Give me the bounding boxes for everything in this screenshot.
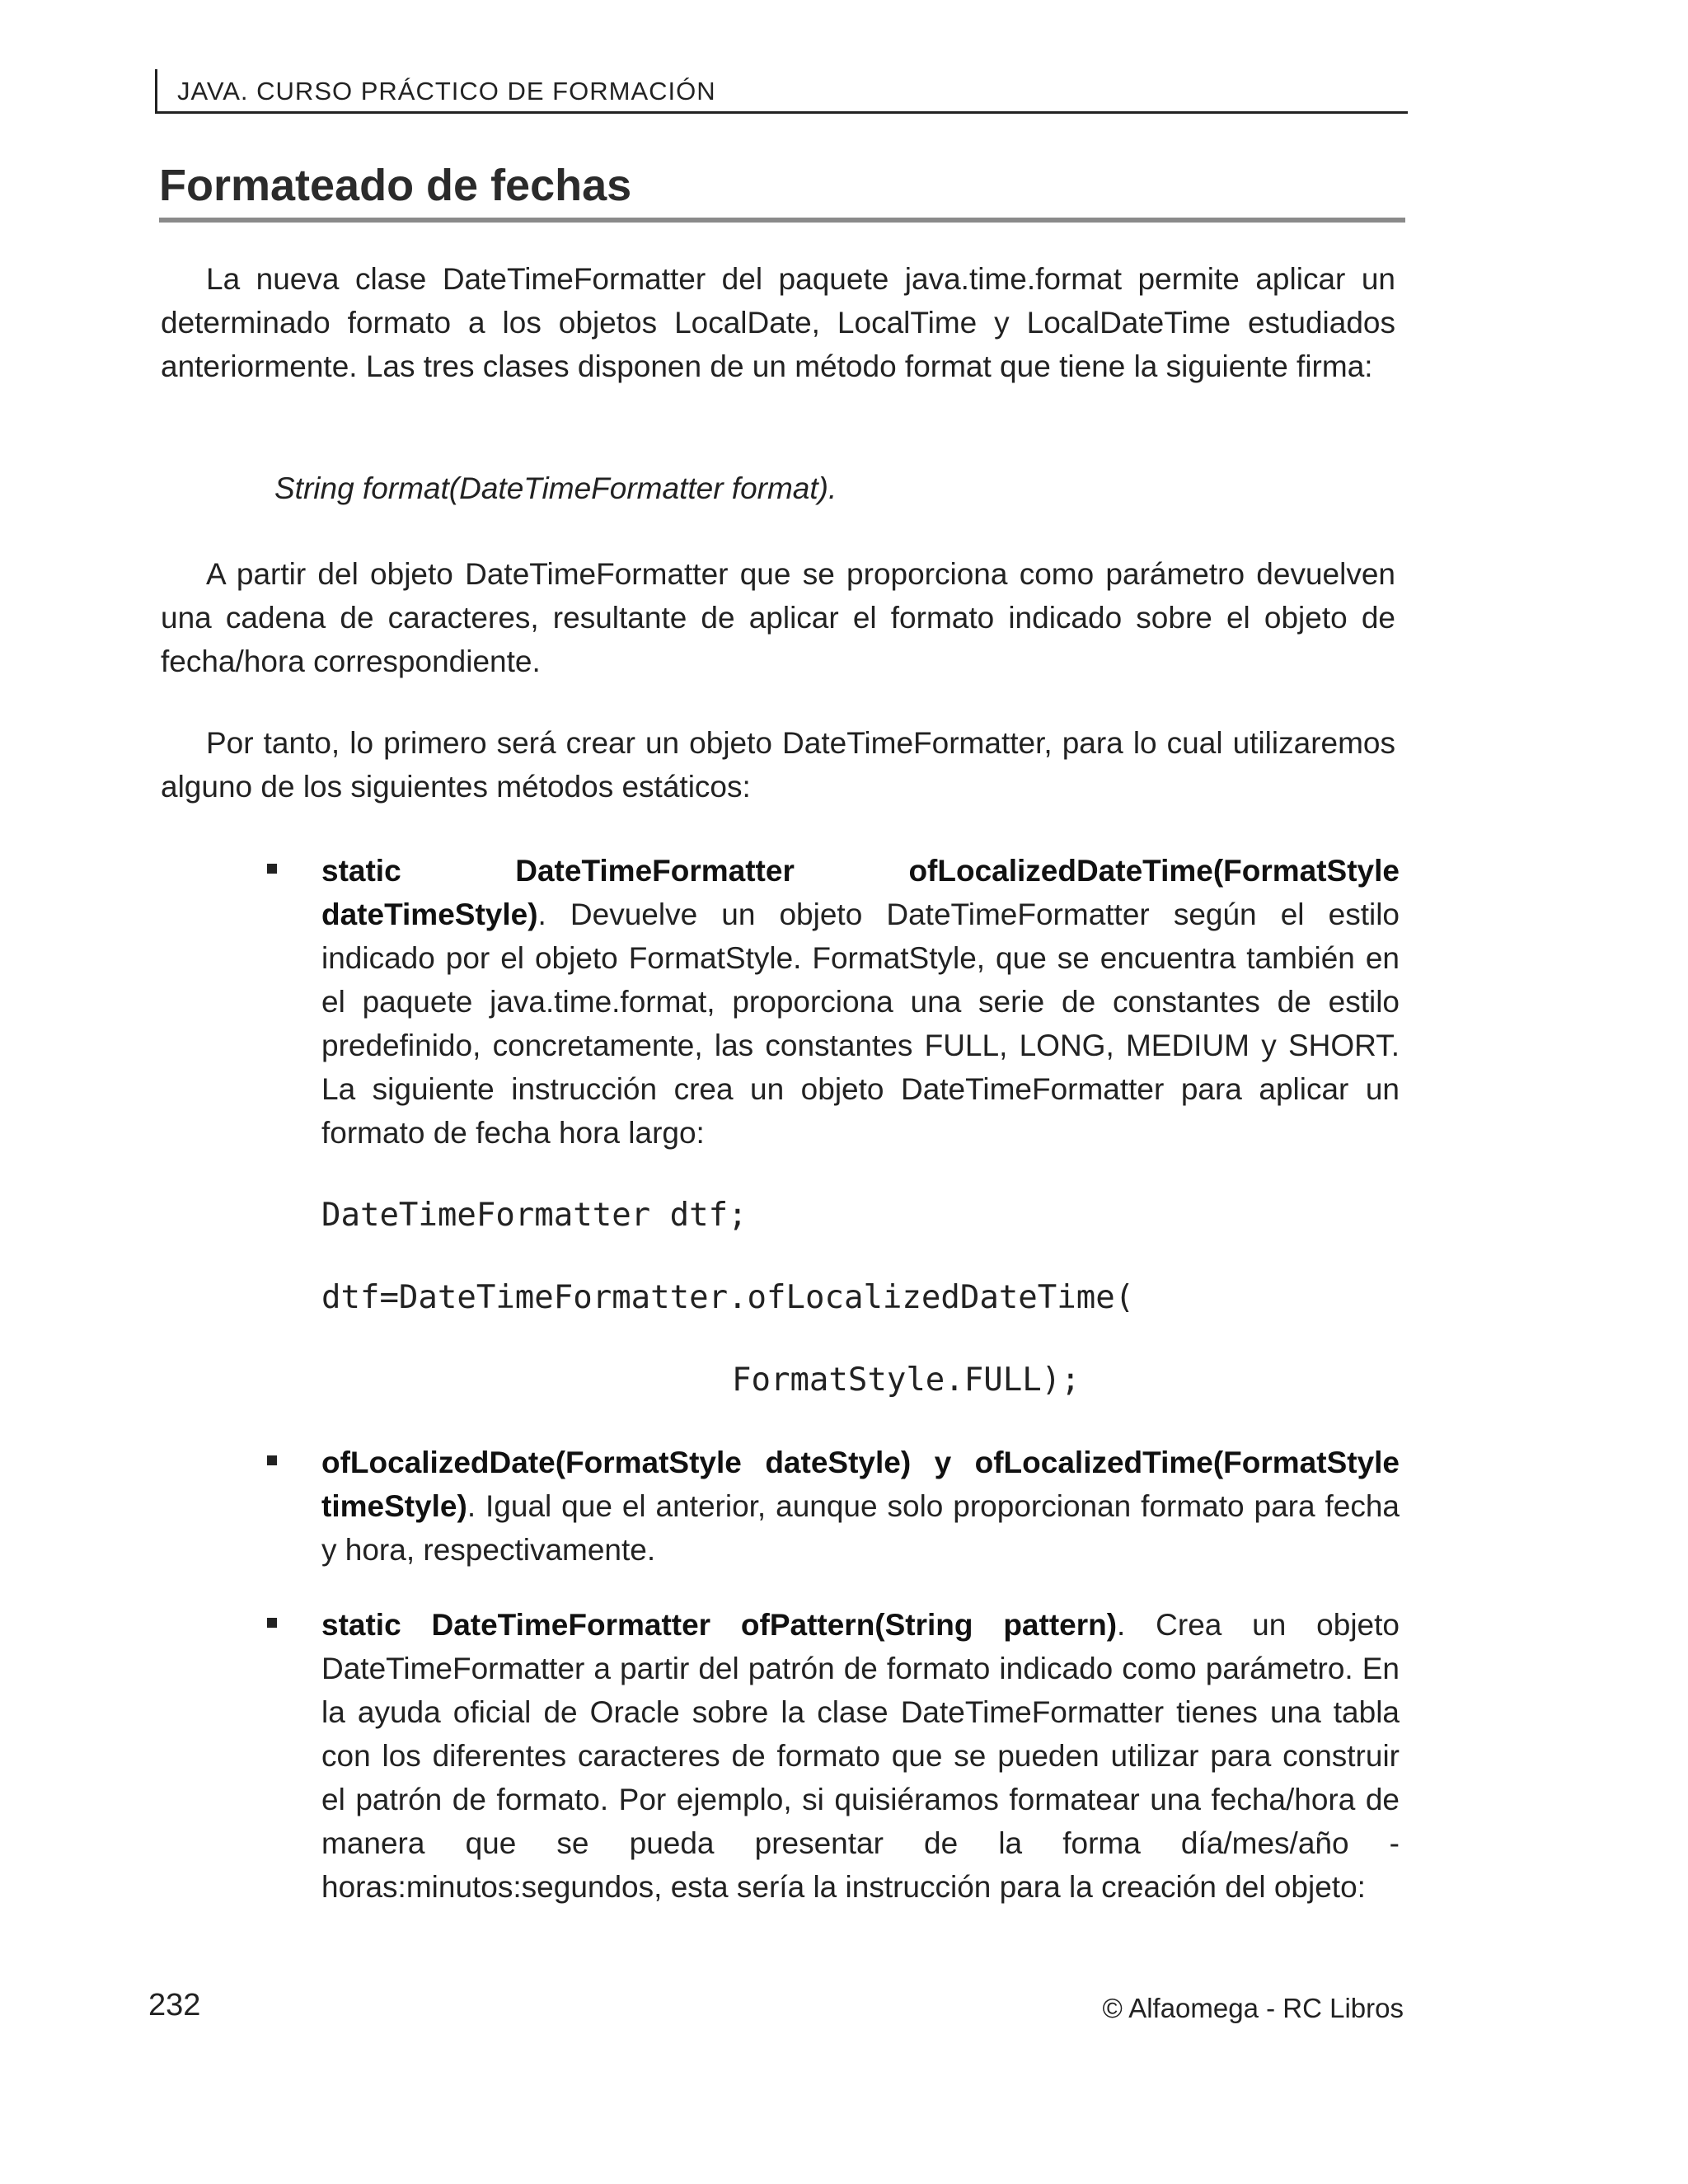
- bullet-description: . Devuelve un objeto DateTimeFormatter según el estilo indicado por el objeto FormatStyle. FormatStyle, que se encuentra también en el paquete java.time.format, proporciona una serie de constantes de estilo predefinido, concretamente, las constantes FULL, LONG, MEDIUM y SHORT. La siguiente instrucción crea un objeto DateTimeFormatter para aplicar un formato de fecha hora largo:: [321, 898, 1400, 1150]
- paragraph-intro: La nueva clase DateTimeFormatter del paquete java.time.format permite aplicar un determinado formato a los objetos LocalDate, LocalTime y LocalDateTime estudiados anteriormente. Las tres clases disponen de un método format que tiene la siguiente firma:: [161, 262, 1395, 383]
- section-title: Formateado de fechas: [159, 157, 1405, 223]
- bullet-text: [321, 1441, 1400, 1572]
- bullet-item-oflocalizeddatetime: [264, 849, 1400, 1155]
- bullet-signature: static DateTimeFormatter ofPattern(String pattern): [321, 1608, 1118, 1642]
- bullet-signature: static DateTimeFormatter ofLocalizedDateTime(FormatStyle dateTimeStyle): [321, 854, 1400, 931]
- paragraph-static-methods: Por tanto, lo primero será crear un objeto DateTimeFormatter, para lo cual utilizaremos alguno de los siguientes métodos estáticos:: [161, 726, 1395, 804]
- page-number: 232: [148, 1988, 201, 2022]
- bullet-item-oflocalizeddate: [264, 1441, 1400, 1572]
- code-line-argument: FormatStyle.FULL);: [732, 1361, 1081, 1399]
- bullet-signature: ofLocalizedDate(FormatStyle dateStyle) y ofLocalizedTime(FormatStyle timeStyle): [321, 1446, 1400, 1523]
- code-line-declaration: DateTimeFormatter dtf;: [321, 1197, 748, 1234]
- running-header: JAVA. CURSO PRÁCTICO DE FORMACIÓN: [155, 69, 1408, 114]
- copyright-notice: © Alfaomega - RC Libros: [1102, 1993, 1404, 2023]
- bullet-text: [321, 849, 1400, 1155]
- paragraph-format-result: A partir del objeto DateTimeFormatter que se proporciona como parámetro devuelven una cadena de caracteres, resultante de aplicar el formato indicado sobre el objeto de fecha/hora correspondiente.: [161, 557, 1395, 678]
- bullet-description: . Igual que el anterior, aunque solo proporcionan formato para fecha y hora, respectivamente.: [321, 1489, 1400, 1567]
- bullet-icon: [267, 864, 277, 874]
- bullet-text: [321, 1603, 1400, 1909]
- method-signature: String format(DateTimeFormatter format).: [274, 471, 837, 505]
- bullet-item-ofpattern: [264, 1603, 1400, 1909]
- bullet-description: . Crea un objeto DateTimeFormatter a partir del patrón de formato indicado como parámetro. En la ayuda oficial de Oracle sobre la clase DateTimeFormatter tienes una tabla con los diferentes caracteres de formato que se pueden utilizar para construir el patrón de formato. Por ejemplo, si quisiéramos formatear una fecha/hora de manera que se pueda presentar de la forma día/mes/año - horas:minutos:segundos, esta sería la instrucción para la creación del objeto:: [321, 1608, 1400, 1904]
- code-line-assignment: dtf=DateTimeFormatter.ofLocalizedDateTime(: [321, 1279, 1135, 1316]
- bullet-icon: [267, 1618, 277, 1628]
- bullet-icon: [267, 1455, 277, 1465]
